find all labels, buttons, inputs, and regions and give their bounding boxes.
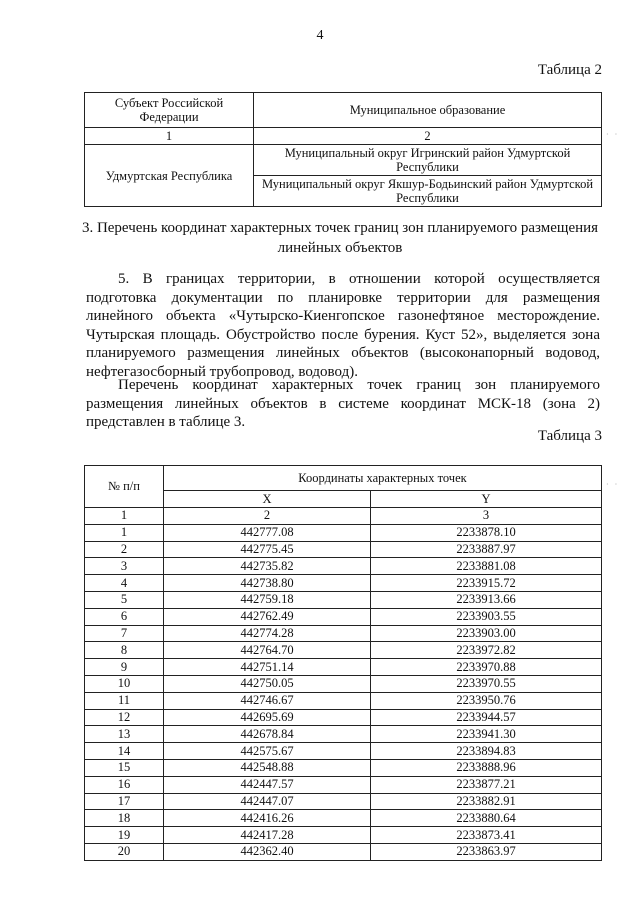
municipality-table <box>84 92 602 207</box>
point-number-cell: 12 <box>85 709 164 726</box>
x-coordinate-cell: 442362.40 <box>164 843 371 860</box>
table3-row <box>85 575 602 592</box>
y-coordinate-cell: 2233887.97 <box>371 541 602 558</box>
point-number-cell: 5 <box>85 591 164 608</box>
point-number-cell: 3 <box>85 558 164 575</box>
point-number-cell: 6 <box>85 608 164 625</box>
y-coordinate-cell: 2233950.76 <box>371 692 602 709</box>
y-coordinate-cell: 2233863.97 <box>371 843 602 860</box>
point-number-cell: 13 <box>85 726 164 743</box>
y-coordinate-cell: 2233873.41 <box>371 827 602 844</box>
table3-row <box>85 692 602 709</box>
table3-index-cell: 3 <box>371 508 602 525</box>
table3-row <box>85 776 602 793</box>
paragraph <box>86 376 600 432</box>
y-coordinate-cell: 2233915.72 <box>371 575 602 592</box>
point-number-cell: 20 <box>85 843 164 860</box>
y-coordinate-cell: 2233878.10 <box>371 524 602 541</box>
table3-header-row <box>85 466 602 491</box>
point-number-cell: 10 <box>85 675 164 692</box>
table3-row <box>85 827 602 844</box>
y-coordinate-cell: 2233970.88 <box>371 659 602 676</box>
point-number-cell: 14 <box>85 743 164 760</box>
x-coordinate-cell: 442575.67 <box>164 743 371 760</box>
table3-header-num: № п/п <box>85 466 164 508</box>
table3-header-x: X <box>164 491 371 508</box>
point-number-cell: 8 <box>85 642 164 659</box>
point-number-cell: 15 <box>85 759 164 776</box>
table3-row <box>85 843 602 860</box>
y-coordinate-cell: 2233903.55 <box>371 608 602 625</box>
table2-caption: Таблица 2 <box>537 62 602 78</box>
x-coordinate-cell: 442775.45 <box>164 541 371 558</box>
table3-row <box>85 675 602 692</box>
table2-row <box>85 145 602 176</box>
y-coordinate-cell: 2233913.66 <box>371 591 602 608</box>
table3-index-row <box>85 508 602 525</box>
paragraph-text: Перечень координат характерных точек границ зон планируемого размещения линейных объектов в системе координат МСК-18 (зона 2) представлен в таблице 3. <box>86 377 600 431</box>
page-number: 4 <box>316 28 324 43</box>
table3-row <box>85 541 602 558</box>
table3-index-cell: 2 <box>164 508 371 525</box>
x-coordinate-cell: 442774.28 <box>164 625 371 642</box>
x-coordinate-cell: 442417.28 <box>164 827 371 844</box>
table2-header-row <box>85 93 602 128</box>
section-title: 3. Перечень координат характерных точек границ зон планируемого размещения линейных объектов <box>81 220 599 256</box>
table3-row <box>85 625 602 642</box>
table2-index-row <box>85 128 602 145</box>
x-coordinate-cell: 442447.57 <box>164 776 371 793</box>
paragraph <box>86 270 600 382</box>
table3-header-coords: Координаты характерных точек <box>164 466 602 491</box>
x-coordinate-cell: 442777.08 <box>164 524 371 541</box>
table3-row <box>85 659 602 676</box>
table3-row <box>85 608 602 625</box>
y-coordinate-cell: 2233894.83 <box>371 743 602 760</box>
x-coordinate-cell: 442751.14 <box>164 659 371 676</box>
point-number-cell: 18 <box>85 810 164 827</box>
point-number-cell: 4 <box>85 575 164 592</box>
table2-municipality-cell: Муниципальный округ Якшур-Бодьинский район Удмуртской Республики <box>254 176 602 207</box>
table3-row <box>85 793 602 810</box>
table2-subject-cell: Удмуртская Республика <box>85 145 254 207</box>
point-number-cell: 11 <box>85 692 164 709</box>
point-number-cell: 9 <box>85 659 164 676</box>
scan-margin-mark: · · <box>606 480 620 489</box>
table3-index-cell: 1 <box>85 508 164 525</box>
table3-row <box>85 743 602 760</box>
x-coordinate-cell: 442762.49 <box>164 608 371 625</box>
table3-row <box>85 810 602 827</box>
point-number-cell: 16 <box>85 776 164 793</box>
x-coordinate-cell: 442738.80 <box>164 575 371 592</box>
y-coordinate-cell: 2233882.91 <box>371 793 602 810</box>
x-coordinate-cell: 442759.18 <box>164 591 371 608</box>
point-number-cell: 1 <box>85 524 164 541</box>
x-coordinate-cell: 442447.07 <box>164 793 371 810</box>
table2-index-cell: 1 <box>85 128 254 145</box>
x-coordinate-cell: 442764.70 <box>164 642 371 659</box>
y-coordinate-cell: 2233877.21 <box>371 776 602 793</box>
paragraph-text: 5. В границах территории, в отношении которой осуществляется подготовка документации по планировке территории для размещения линейного объекта «Чутырско-Киенгопское газонефтяное месторождение. Чутырская площадь. Обустройство после бурения. Куст 52», выделяется зона планируемого размещения линейных объектов (высоконапорный водовод, нефтегазосборный трубопровод, водовод). <box>86 271 600 380</box>
table2-index-cell: 2 <box>254 128 602 145</box>
table3-header-y: Y <box>371 491 602 508</box>
x-coordinate-cell: 442416.26 <box>164 810 371 827</box>
y-coordinate-cell: 2233888.96 <box>371 759 602 776</box>
scan-margin-mark: · · <box>606 130 620 139</box>
point-number-cell: 19 <box>85 827 164 844</box>
table3-row <box>85 759 602 776</box>
y-coordinate-cell: 2233970.55 <box>371 675 602 692</box>
x-coordinate-cell: 442695.69 <box>164 709 371 726</box>
table3-row <box>85 591 602 608</box>
x-coordinate-cell: 442678.84 <box>164 726 371 743</box>
table3-row <box>85 524 602 541</box>
table2-municipality-cell: Муниципальный округ Игринский район Удмуртской Республики <box>254 145 602 176</box>
x-coordinate-cell: 442746.67 <box>164 692 371 709</box>
table3-row <box>85 726 602 743</box>
y-coordinate-cell: 2233903.00 <box>371 625 602 642</box>
table2-header-municipality: Муниципальное образование <box>254 93 602 128</box>
y-coordinate-cell: 2233941.30 <box>371 726 602 743</box>
table3-row <box>85 709 602 726</box>
table3-row <box>85 642 602 659</box>
x-coordinate-cell: 442735.82 <box>164 558 371 575</box>
y-coordinate-cell: 2233944.57 <box>371 709 602 726</box>
y-coordinate-cell: 2233880.64 <box>371 810 602 827</box>
table2-header-subject: Субъект Российской Федерации <box>85 93 254 128</box>
x-coordinate-cell: 442548.88 <box>164 759 371 776</box>
y-coordinate-cell: 2233972.82 <box>371 642 602 659</box>
point-number-cell: 17 <box>85 793 164 810</box>
table3-row <box>85 558 602 575</box>
point-number-cell: 7 <box>85 625 164 642</box>
coordinates-table <box>84 465 602 861</box>
table3-caption: Таблица 3 <box>537 428 602 444</box>
x-coordinate-cell: 442750.05 <box>164 675 371 692</box>
y-coordinate-cell: 2233881.08 <box>371 558 602 575</box>
point-number-cell: 2 <box>85 541 164 558</box>
